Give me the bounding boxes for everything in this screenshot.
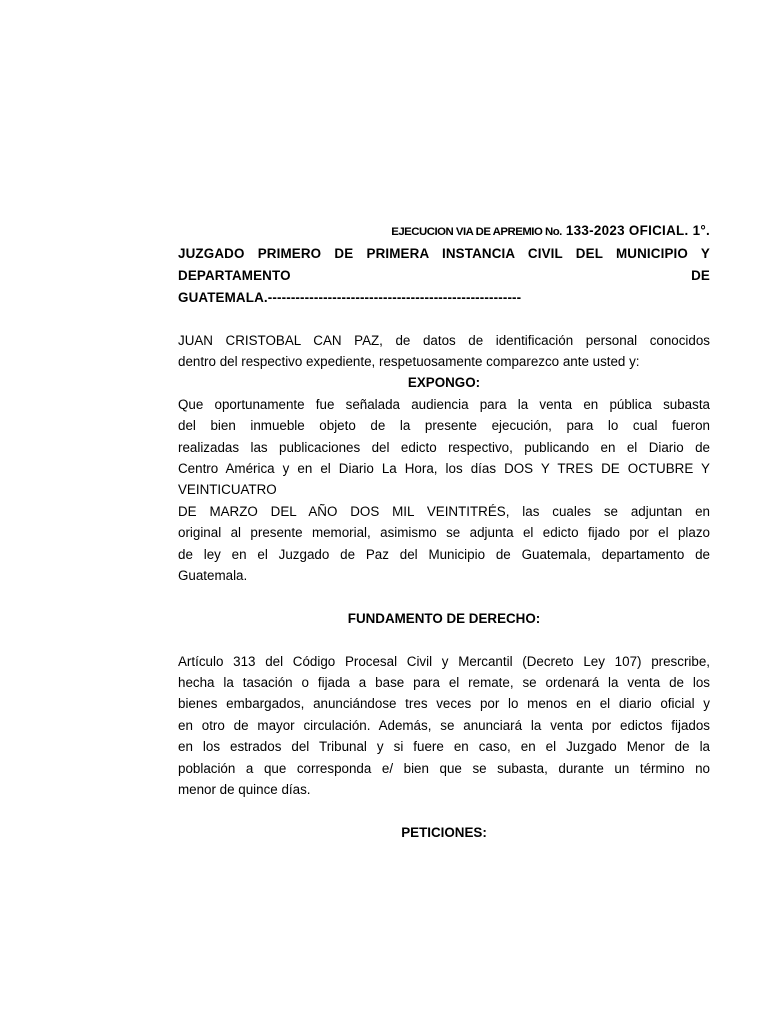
fundamento-line: menor de quince días. — [178, 782, 311, 798]
fundamento-paragraph — [178, 651, 710, 801]
heading-fundamento: FUNDAMENTO DE DERECHO: — [347, 610, 541, 626]
fundamento-line: Artículo 313 del Código Procesal Civil y Mercantil (Decreto Ley 107) prescribe, — [178, 653, 710, 669]
spacer — [178, 629, 710, 650]
spacer — [178, 308, 710, 329]
case-reference-prefix: EJECUCION VIA DE APREMIO No. — [391, 226, 562, 238]
document-body — [178, 221, 710, 843]
court-name-line-2: DEPARTAMENTO DE — [178, 268, 710, 284]
fundamento-line: en los estrados del Tribunal y si fuere en caso, en el Juzgado Menor de la — [178, 739, 710, 755]
intro-line: dentro del respectivo expediente, respetuosamente comparezco ante usted y: — [178, 354, 640, 370]
expongo-line: Centro América y en el Diario La Hora, los días DOS Y TRES DE OCTUBRE Y — [178, 461, 710, 477]
fundamento-line: hecha la tasación o fijada a base para el remate, se ordenará la venta de los — [178, 675, 710, 691]
expongo-line: original al presente memorial, asimismo se adjunta el edicto fijado por el plazo — [178, 525, 710, 541]
expongo-line: Guatemala. — [178, 568, 248, 584]
heading-peticiones: PETICIONES: — [401, 824, 487, 840]
intro-line: JUAN CRISTOBAL CAN PAZ, de datos de identificación personal conocidos — [178, 332, 710, 348]
spacer — [178, 586, 710, 607]
spacer — [178, 801, 710, 822]
court-name-line-3: GUATEMALA.------------------------------------------------------- — [178, 289, 522, 305]
expongo-line: realizadas las publicaciones del edicto respectivo, publicando en el Diario de — [178, 439, 710, 455]
case-reference — [178, 221, 710, 242]
heading-expongo: EXPONGO: — [407, 375, 481, 391]
expongo-line: del bien inmueble objeto de la presente ejecución, para lo cual fueron — [178, 418, 710, 434]
intro-paragraph — [178, 330, 710, 373]
expongo-line: VEINTICUATRO — [178, 482, 277, 498]
fundamento-line: bienes embargados, anunciándose tres veces por lo menos en el diario oficial y — [178, 696, 710, 712]
expongo-line: de ley en el Juzgado de Paz del Municipio de Guatemala, departamento de — [178, 546, 710, 562]
court-name-line-1: JUZGADO PRIMERO DE PRIMERA INSTANCIA CIVIL DEL MUNICIPIO Y — [178, 246, 710, 261]
case-reference-number: 133-2023 OFICIAL. 1°. — [561, 223, 710, 238]
expongo-paragraph — [178, 394, 710, 587]
expongo-line: Que oportunamente fue señalada audiencia para la venta en pública subasta — [178, 396, 710, 412]
fundamento-line: en otro de mayor circulación. Además, se anunciará la venta por edictos fijados — [178, 717, 710, 733]
expongo-line: DE MARZO DEL AÑO DOS MIL VEINTITRÉS, las cuales se adjuntan en — [178, 503, 710, 519]
fundamento-line: población a que corresponda e/ bien que se subasta, durante un término no — [178, 760, 710, 776]
